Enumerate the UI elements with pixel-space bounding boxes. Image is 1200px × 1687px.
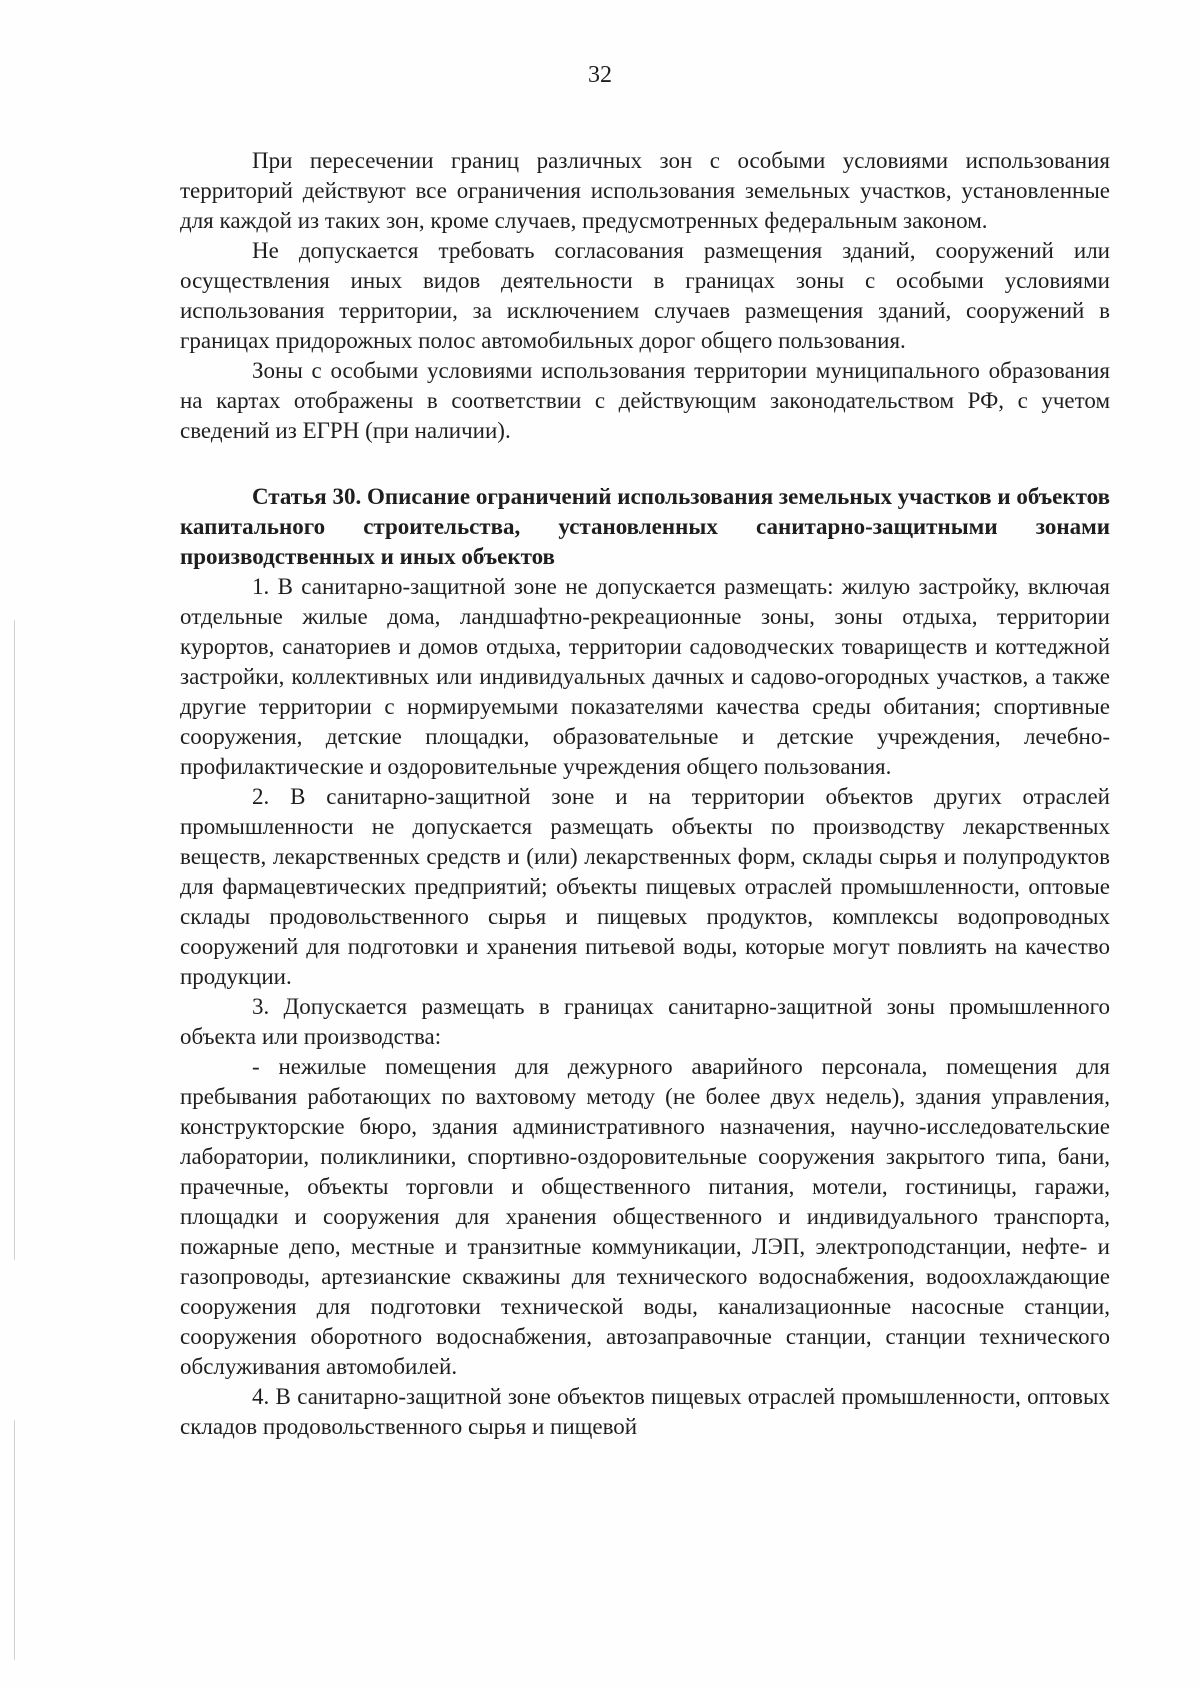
paragraph: Не допускается требовать согласования размещения зданий, сооружений или осуществления иных видов деятельности в границах зоны с особыми условиями использования территории, за исключением случаев размещения зданий, сооружений в границах придорожных полос автомобильных дорог общего пользования. [180, 238, 1110, 353]
paragraph: - нежилые помещения для дежурного аварийного персонала, помещения для пребывания работающих по вахтовому методу (не более двух недель), здания управления, конструкторские бюро, здания административного назначения, научно-исследовательские лаборатории, поликлиники, спортивно-оздоровительные сооружения закрытого типа, бани, прачечные, объекты торговли и общественного питания, мотели, гостиницы, гаражи, площадки и сооружения для хранения общественного и индивидуального транспорта, пожарные депо, местные и транзитные коммуникации, ЛЭП, электроподстанции, нефте- и газопроводы, артезианские скважины для технического водоснабжения, водоохлаждающие сооружения для подготовки технической воды, канализационные насосные станции, сооружения оборотного водоснабжения, автозаправочные станции, станции технического обслуживания автомобилей. [180, 1054, 1110, 1379]
paragraph: 3. Допускается размещать в границах санитарно-защитной зоны промышленного объекта или производства: [180, 994, 1110, 1049]
paragraph: Зоны с особыми условиями использования территории муниципального образования на картах отображены в соответствии с действующим законодательством РФ, с учетом сведений из ЕГРН (при наличии). [180, 358, 1110, 443]
paragraph: 4. В санитарно-защитной зоне объектов пищевых отраслей промышленности, оптовых складов продовольственного сырья и пищевой [180, 1384, 1110, 1439]
document-body [180, 146, 1110, 1442]
paragraph: 1. В санитарно-защитной зоне не допускается размещать: жилую застройку, включая отдельные жилые дома, ландшафтно-рекреационные зоны, зоны отдыха, территории курортов, санаториев и домов отдыха, территории садоводческих товариществ и коттеджной застройки, коллективных или индивидуальных дачных и садово-огородных участков, а также другие территории с нормируемыми показателями качества среды обитания; спортивные сооружения, детские площадки, образовательные и детские учреждения, лечебно-профилактические и оздоровительные учреждения общего пользования. [180, 574, 1110, 779]
paragraph: 2. В санитарно-защитной зоне и на территории объектов других отраслей промышленности не допускается размещать объекты по производству лекарственных веществ, лекарственных средств и (или) лекарственных форм, склады сырья и полупродуктов для фармацевтических предприятий; объекты пищевых отраслей промышленности, оптовые склады продовольственного сырья и пищевых продуктов, комплексы водопроводных сооружений для подготовки и хранения питьевой воды, которые могут повлиять на качество продукции. [180, 784, 1110, 989]
scan-margin-mark [14, 620, 15, 1260]
article-heading: Статья 30. Описание ограничений использования земельных участков и объектов капитального строительства, установленных санитарно-защитными зонами производственных и иных объектов [180, 484, 1110, 569]
scan-margin-mark [14, 1420, 15, 1660]
page-number: 32 [588, 62, 612, 88]
paragraph: При пересечении границ различных зон с особыми условиями использования территорий действуют все ограничения использования земельных участков, установленные для каждой из таких зон, кроме случаев, предусмотренных федеральным законом. [180, 148, 1110, 233]
